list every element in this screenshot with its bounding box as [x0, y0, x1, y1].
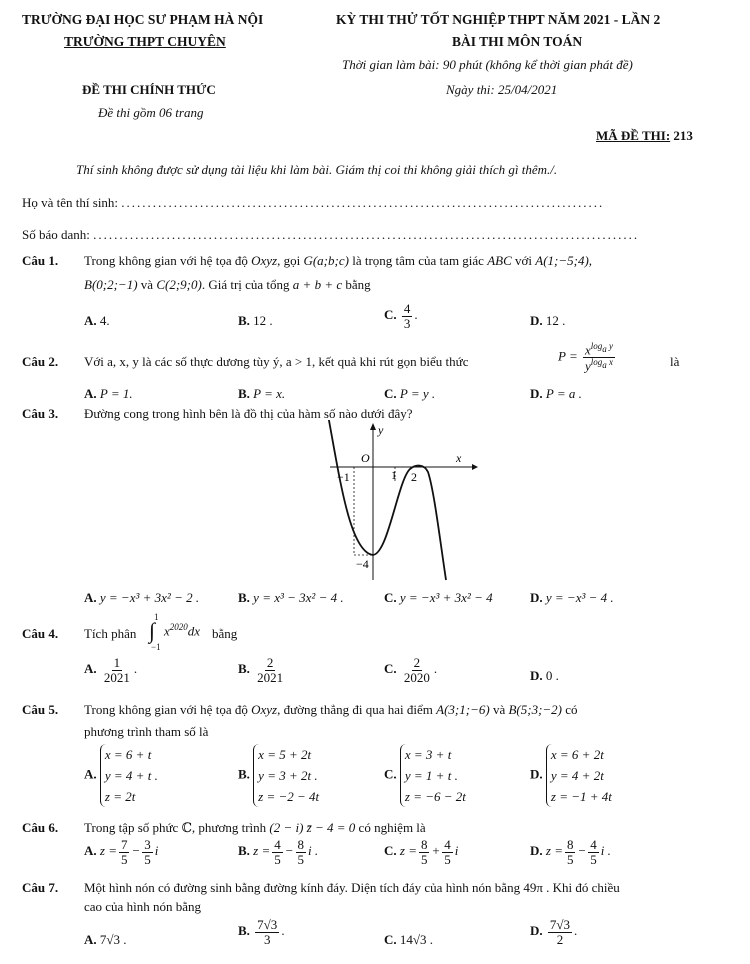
q4-option-c[interactable]: C. $\frac{2}{2020}$ .	[384, 655, 438, 685]
exam-date: Ngày thi: 25/04/2021	[446, 82, 558, 97]
q4-option-a-fraction	[102, 656, 132, 684]
q3-y-arrow	[370, 423, 376, 430]
q2-option-a-letter: A.	[84, 386, 97, 401]
q6-equation: (2 − i) z̄ − 4 = 0	[269, 820, 356, 835]
q5-b-eq2: y = 3 + 2t .	[258, 768, 318, 783]
q3-option-a[interactable]	[84, 590, 199, 606]
q3-option-d-value: y = −x³ − 4 .	[545, 590, 614, 605]
q4-option-a-den: 2021	[103, 669, 130, 685]
q6-b-d1: 5	[274, 851, 281, 867]
q1-abc: ABC	[487, 253, 512, 268]
q1-option-a[interactable]	[84, 313, 110, 329]
q6-a-mid: −	[131, 843, 141, 859]
q3-option-c-value: y = −x³ + 3x² − 4	[399, 590, 493, 605]
q3-label: Câu 3.	[22, 406, 59, 421]
q2-num-log-arg: y	[609, 341, 614, 351]
exam-code-label: MÃ ĐỀ THI:	[596, 128, 671, 143]
q2-num-base: x	[584, 342, 591, 358]
q4-option-a[interactable]: A. $\frac{1}{2021}$ .	[84, 655, 138, 685]
q2-den-base: y	[584, 358, 591, 374]
q4-option-c-num: 2	[413, 655, 421, 670]
q5-option-b-letter: B.	[238, 766, 250, 782]
exam-code	[596, 128, 693, 144]
q2-option-c-value: P = y .	[399, 386, 436, 401]
q6-d-frac1	[565, 838, 576, 866]
q6-option-c-letter: C.	[384, 843, 397, 859]
q2-expression	[558, 342, 617, 373]
q6-d-d2: 5	[590, 851, 597, 867]
q5-c-eq1: x = 3 + t	[404, 747, 452, 762]
q6-c-frac1	[419, 838, 430, 866]
q7-label: Câu 7.	[22, 880, 59, 895]
q6-b-pre: z =	[253, 843, 271, 859]
q5-text-line2: phương trình tham số là	[84, 724, 209, 739]
school-line-1: TRƯỜNG ĐẠI HỌC SƯ PHẠM HÀ NỘI	[22, 12, 264, 27]
q1-text-f: bằng	[345, 277, 371, 292]
q6-d-pre: z =	[545, 843, 563, 859]
q4-option-c-letter: C.	[384, 661, 397, 677]
q3-y-label: y	[378, 423, 384, 437]
q1-option-c-num: 4	[403, 301, 411, 316]
q4-end: bằng	[212, 626, 238, 641]
q3-origin-label: O	[361, 451, 370, 465]
q2-option-c[interactable]	[384, 386, 435, 402]
q5-option-b[interactable]	[238, 744, 319, 807]
candidate-name-label: Họ và tên thí sinh:	[22, 195, 119, 210]
q1-option-b[interactable]	[238, 313, 273, 329]
q4-option-b[interactable]	[238, 656, 287, 684]
q1-option-d-letter: D.	[530, 313, 543, 328]
q7-option-b[interactable]: B. $\frac{7√3}{3}$ .	[238, 917, 285, 947]
q7-text-line2: cao của hình nón bằng	[84, 899, 201, 914]
school-line-2: TRƯỜNG THPT CHUYÊN	[64, 34, 226, 49]
q6-a-d1: 5	[120, 851, 128, 867]
q5-option-d-system	[546, 744, 612, 807]
q1-option-a-value: 4.	[99, 313, 110, 328]
q6-a-n1: 7	[120, 837, 128, 852]
q6-d-frac2	[588, 838, 599, 866]
exam-subject: BÀI THI MÔN TOÁN	[452, 34, 583, 49]
q2-denominator	[583, 358, 615, 373]
q1-oxyz: Oxyz	[251, 253, 278, 268]
q6-a-end: i	[154, 843, 159, 859]
q3-x-arrow	[472, 464, 478, 470]
exam-duration: Thời gian làm bài: 90 phút (không kể thời gian phát đề)	[342, 57, 633, 72]
q4-exponent: 2020	[169, 622, 188, 632]
q4-upper-bound: 1	[154, 612, 159, 622]
q4-option-b-den: 2021	[257, 669, 284, 685]
q4-option-b-fraction	[255, 656, 285, 684]
q2-option-d-letter: D.	[530, 386, 543, 401]
q6-c-pre: z =	[399, 843, 417, 859]
q2-num-log-base: a	[602, 343, 607, 354]
q6-option-d[interactable]	[530, 838, 611, 866]
q6-text	[84, 820, 426, 836]
q2-den-log-base: a	[602, 359, 607, 370]
candidate-id-field	[22, 227, 639, 243]
q2-fraction	[583, 342, 615, 373]
q1-option-c-den: 3	[403, 315, 411, 331]
q3-curve	[328, 420, 446, 580]
q6-c-end: i	[454, 843, 459, 859]
q7-option-b-fraction	[255, 918, 279, 946]
q3-tick-1: 1	[391, 468, 397, 482]
q4-dx: dx	[187, 623, 201, 639]
q4-option-a-num: 1	[113, 655, 121, 670]
q2-option-d[interactable]	[530, 386, 582, 402]
q1-text-line1	[84, 253, 592, 269]
q2-option-b-letter: B.	[238, 386, 250, 401]
q1-text-c: là trọng tâm của tam giác	[352, 253, 484, 268]
exam-code-value: 213	[673, 128, 693, 143]
q5-c-eq2: y = 1 + t .	[404, 768, 458, 783]
q1-option-d-value: 12 .	[545, 313, 566, 328]
q6-b-frac1	[272, 838, 283, 866]
q7-option-a-letter: A.	[84, 932, 97, 947]
q6-text-a: Trong tập số phức ℂ, phương trình	[84, 820, 267, 835]
q2-label: Câu 2.	[22, 354, 59, 369]
q2-numerator	[583, 342, 615, 358]
q1-option-b-letter: B.	[238, 313, 250, 328]
q5-option-c-letter: C.	[384, 766, 397, 782]
q2-option-d-value: P = a .	[545, 386, 582, 401]
q2-end: là	[670, 354, 680, 369]
q6-option-b-letter: B.	[238, 843, 250, 859]
q4-option-d-letter: D.	[530, 668, 543, 683]
q4-option-c-fraction	[402, 656, 432, 684]
q4-option-d[interactable]	[530, 668, 559, 684]
q1-point-a: A(1;−5;4),	[535, 253, 593, 268]
q5-d-eq1: x = 6 + 2t	[550, 747, 604, 762]
q3-graph	[320, 420, 480, 582]
exam-title: KỲ THI THỬ TỐT NGHIỆP THPT NĂM 2021 - LẦN 2	[336, 12, 661, 27]
q2-text: Với a, x, y là các số thực dương tùy ý, a > 1, kết quả khi rút gọn biểu thức	[84, 354, 469, 369]
q5-option-b-system	[253, 744, 319, 807]
q5-a-eq3: z = 2t	[104, 789, 136, 804]
q7-option-d-den: 2	[556, 931, 564, 947]
q4-option-d-value: 0 .	[545, 668, 559, 683]
q6-c-mid: +	[431, 843, 441, 859]
q3-tick-minus4: −4	[356, 557, 369, 571]
q7-text-line1: Một hình nón có đường sinh bằng đường kính đáy. Diện tích đáy của hình nón bằng 49π . Khi đó chiều	[84, 880, 620, 895]
exam-notice: Thí sinh không được sử dụng tài liệu khi làm bài. Giám thị coi thi không giải thích gì thêm./.	[76, 162, 558, 177]
q6-a-frac1	[119, 838, 130, 866]
q4-lower-bound: −1	[151, 642, 161, 652]
q3-option-a-letter: A.	[84, 590, 97, 605]
q5-point-b: B(5;3;−2)	[508, 702, 562, 717]
q5-text-c: có	[565, 702, 578, 717]
q6-b-mid: −	[284, 843, 294, 859]
q1-text-line2	[84, 277, 371, 293]
candidate-name-field	[22, 195, 604, 211]
q5-text-line1	[84, 702, 578, 718]
q6-label: Câu 6.	[22, 820, 59, 835]
q6-text-b: có nghiệm là	[358, 820, 426, 835]
q6-c-d2: 5	[444, 851, 451, 867]
q4-option-a-letter: A.	[84, 661, 97, 677]
q6-d-d1: 5	[566, 851, 574, 867]
q5-option-a[interactable]	[84, 744, 158, 807]
official-label: ĐỀ THI CHÍNH THỨC	[82, 82, 216, 97]
q1-text-d: với	[515, 253, 533, 268]
q5-c-eq3: z = −6 − 2t	[404, 789, 466, 804]
q7-option-d-num: 7√3	[549, 917, 571, 932]
q7-option-b-num: 7√3	[257, 917, 278, 932]
q5-text-b: , đường thẳng đi qua hai điểm	[277, 702, 433, 717]
q5-b-eq1: x = 5 + 2t	[258, 747, 312, 762]
q6-a-pre: z =	[99, 843, 117, 859]
q6-d-mid: −	[577, 843, 587, 859]
q4-integrand	[164, 622, 200, 639]
q3-option-d[interactable]	[530, 590, 614, 606]
q7-option-b-letter: B.	[238, 923, 250, 939]
q3-tick-2: 2	[411, 470, 417, 484]
page-count: Đề thi gồm 06 trang	[98, 105, 204, 120]
q6-a-d2: 5	[144, 851, 151, 867]
q6-a-n2: 3	[144, 837, 151, 852]
q1-text-b: , gọi	[277, 253, 301, 268]
q6-b-n1: 4	[274, 837, 281, 852]
q7-option-c-value: 14√3 .	[399, 932, 434, 947]
q1-option-c-fraction	[402, 302, 413, 330]
q6-b-n2: 8	[297, 837, 305, 852]
q5-option-c-system	[400, 744, 466, 807]
integral-sign-icon: ∫	[149, 618, 156, 643]
q1-label: Câu 1.	[22, 253, 59, 268]
q1-option-a-letter: A.	[84, 313, 97, 328]
q5-oxyz: Oxyz	[251, 702, 278, 717]
q6-c-frac2	[442, 838, 453, 866]
q7-option-d[interactable]: D. $\frac{7√3}{2}$ .	[530, 917, 578, 947]
q6-a-frac2	[142, 838, 153, 866]
q7-option-c[interactable]	[384, 932, 433, 948]
q3-option-c[interactable]	[384, 590, 493, 606]
q1-sum: a + b + c	[292, 277, 343, 292]
q6-c-n1: 8	[420, 837, 428, 852]
q6-d-n1: 8	[566, 837, 574, 852]
q1-option-c-letter: C.	[384, 307, 397, 323]
q3-tick-minus1: −1	[337, 470, 350, 484]
q5-option-a-system	[100, 744, 158, 807]
q4-option-b-num: 2	[266, 655, 274, 670]
candidate-name-dots: ............................................................................................	[121, 195, 605, 210]
q6-c-n2: 4	[444, 837, 451, 852]
q1-point-c: C(2;9;0)	[156, 277, 202, 292]
q7-option-c-letter: C.	[384, 932, 397, 947]
q5-and: và	[492, 702, 506, 717]
q4-text: Tích phân	[84, 626, 137, 641]
q1-text-a: Trong không gian với hệ tọa độ	[84, 253, 248, 268]
q7-option-a-value: 7√3 .	[99, 932, 127, 947]
q3-option-b-value: y = x³ − 3x² − 4 .	[253, 590, 344, 605]
q6-c-d1: 5	[420, 851, 428, 867]
q5-option-a-letter: A.	[84, 766, 97, 782]
q6-option-a-letter: A.	[84, 843, 97, 859]
q6-option-d-letter: D.	[530, 843, 543, 859]
q3-x-label: x	[456, 451, 462, 465]
q7-option-d-fraction	[548, 918, 572, 946]
q4-option-c-den: 2020	[403, 669, 430, 685]
q2-option-c-letter: C.	[384, 386, 397, 401]
q1-and: và	[140, 277, 154, 292]
q1-g: G(a;b;c)	[303, 253, 349, 268]
q1-option-d[interactable]	[530, 313, 565, 329]
q5-b-eq3: z = −2 − 4t	[258, 789, 320, 804]
q5-point-a: A(3;1;−6)	[436, 702, 490, 717]
q1-option-b-value: 12 .	[253, 313, 273, 328]
q4-label: Câu 4.	[22, 626, 59, 641]
q1-point-b: B(0;2;−1)	[84, 277, 138, 292]
q2-option-a-value: P = 1.	[99, 386, 133, 401]
q3-option-a-value: y = −x³ + 3x² − 2 .	[99, 590, 200, 605]
q6-d-n2: 4	[590, 837, 597, 852]
q2-den-log-arg: x	[609, 356, 614, 367]
q4-integrand-base: x	[164, 623, 170, 639]
q2-p: P =	[558, 348, 578, 364]
q3-option-d-letter: D.	[530, 590, 543, 605]
q5-a-eq2: y = 4 + t .	[104, 768, 158, 783]
q6-d-end: i .	[600, 843, 611, 859]
q6-option-a[interactable]	[84, 838, 158, 866]
q7-option-a[interactable]	[84, 932, 127, 948]
q5-d-eq3: z = −1 + 4t	[550, 789, 612, 804]
candidate-id-label: Số báo danh:	[22, 227, 90, 242]
q7-option-d-letter: D.	[530, 923, 543, 939]
q6-option-c[interactable]	[384, 838, 458, 866]
q5-a-eq1: x = 6 + t	[104, 747, 152, 762]
q2-option-a[interactable]	[84, 386, 133, 402]
q3-option-c-letter: C.	[384, 590, 397, 605]
q2-den-log: log	[590, 356, 603, 367]
q5-label: Câu 5.	[22, 702, 59, 717]
q6-option-b[interactable]	[238, 838, 318, 866]
q2-option-b[interactable]	[238, 386, 285, 402]
q5-option-c[interactable]	[384, 744, 466, 807]
q5-text-a: Trong không gian với hệ tọa độ	[84, 702, 248, 717]
q6-b-frac2	[296, 838, 307, 866]
q3-option-b-letter: B.	[238, 590, 250, 605]
q3-option-b[interactable]	[238, 590, 344, 606]
q2-num-log: log	[590, 341, 603, 351]
q1-text-e: . Giá trị của tổng	[201, 277, 290, 292]
candidate-id-dots: ........................................................................................................	[93, 227, 640, 242]
q1-option-c[interactable]: C. $\frac{4}{3}$ .	[384, 301, 418, 331]
q7-option-b-den: 3	[263, 931, 271, 947]
q5-option-d-letter: D.	[530, 766, 543, 782]
q5-d-eq2: y = 4 + 2t	[550, 768, 604, 783]
q5-option-d[interactable]	[530, 744, 612, 807]
q3-text: Đường cong trong hình bên là đồ thị của hàm số nào dưới đây?	[84, 406, 413, 421]
q2-option-b-value: P = x.	[253, 386, 286, 401]
q6-b-end: i .	[308, 843, 319, 859]
q6-b-d2: 5	[297, 851, 305, 867]
q4-option-b-letter: B.	[238, 661, 250, 677]
